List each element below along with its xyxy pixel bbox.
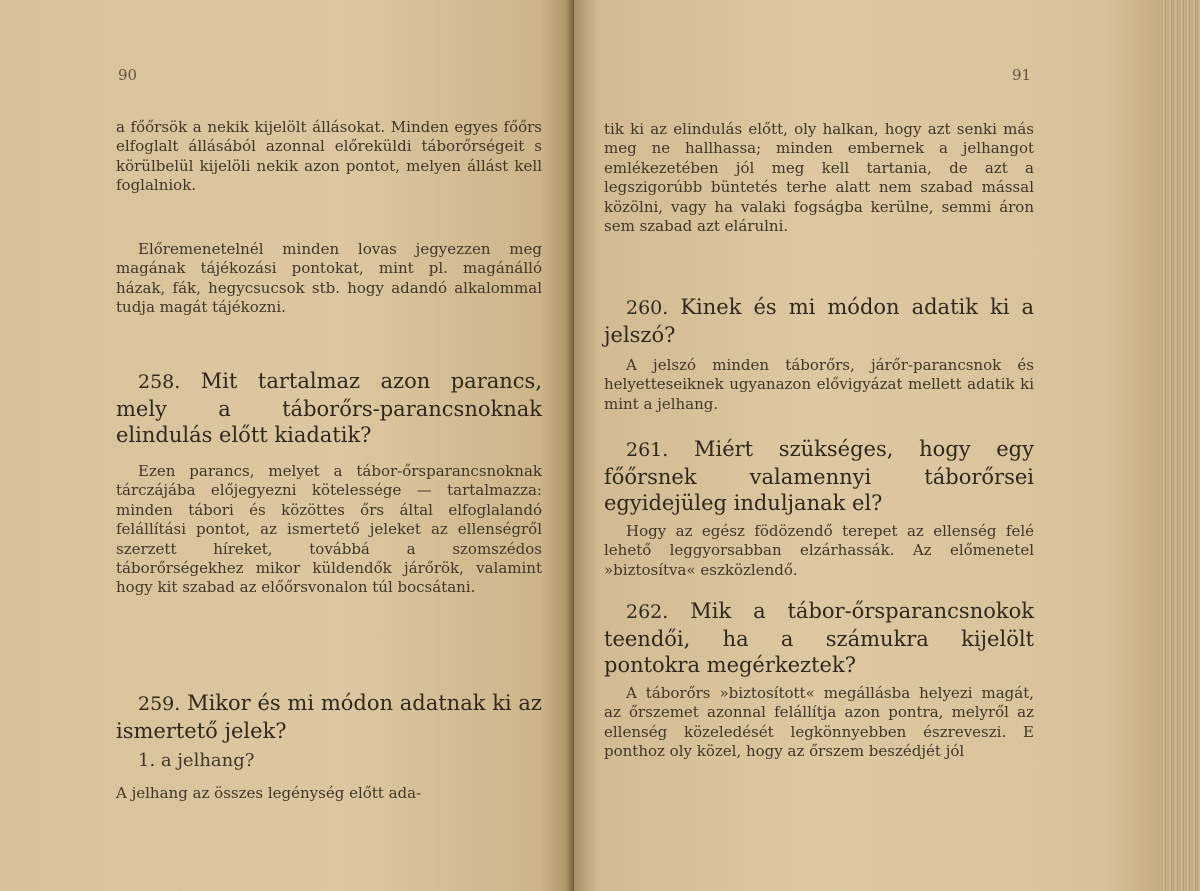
- question-259-text: Mikor és mi módon adatnak ki az ismertető jelek?: [116, 691, 542, 743]
- question-259: [116, 690, 542, 744]
- question-261-text: Miért szükséges, hogy egy főőrsnek valamennyi táborőrsei egyidejüleg induljanak el?: [604, 437, 1034, 515]
- page-number-left: 90: [118, 66, 138, 84]
- question-260: [604, 294, 1034, 348]
- question-261-number: 261.: [626, 439, 669, 461]
- question-258: [116, 368, 542, 449]
- left-page: [0, 0, 574, 891]
- question-260-number: 260.: [626, 297, 669, 319]
- question-262-number: 262.: [626, 601, 669, 623]
- left-paragraph-2: Előremenetelnél minden lovas jegyezzen meg magának tájékozási pontokat, mint pl. magánálló házak, fák, hegycsucsok stb. hogy adandó alkalommal tudja magát tájékozni.: [116, 240, 542, 317]
- question-259-number: 259.: [138, 693, 181, 715]
- question-258-text: Mit tartalmaz azon parancs, mely a táborőrs-parancsnoknak elindulás előtt kiadatik?: [116, 369, 542, 447]
- sub-question-jelhang: 1. a jelhang?: [138, 750, 255, 771]
- answer-261: Hogy az egész födözendő terepet az ellenség felé lehető leggyorsabban elzárhassák. Az előmenetel »biztosítva« eszközlendő.: [604, 522, 1034, 579]
- right-paragraph-1: tik ki az elindulás előtt, oly halkan, hogy azt senki más meg ne hallhassa; minden embernek a jelhangot emlékezetében jól meg kell tartania, de azt a legszigorúbb büntetés terhe alatt nem szabad mással közölni, vagy ha valaki fogságba kerülne, semmi áron sem szabad azt elárulni.: [604, 120, 1034, 236]
- page-edges: [1160, 0, 1200, 891]
- answer-260: A jelszó minden táborőrs, járőr-parancsnok és helyetteseiknek ugyanazon elővigyázat mellett adatik ki mint a jelhang.: [604, 356, 1034, 413]
- right-page: [574, 0, 1174, 891]
- answer-259-start: A jelhang az összes legénység előtt ada-: [116, 784, 422, 802]
- question-262-text: Mik a tábor-őrsparancsnokok teendői, ha a számukra kijelölt pontokra megérkeztek?: [604, 599, 1034, 677]
- question-262: [604, 598, 1034, 679]
- answer-258: Ezen parancs, melyet a tábor-őrsparancsnoknak tárczájába előjegyezni kötelessége — tartalmazza: minden tábori és közöttes őrs által elfoglalandó felállítási pontot, az ismertető jeleket az ellenségről szerzett híreket, továbbá a szomszédos táborőrségekhez mikor küldendők járőrök, valamint hogy kit szabad az előőrsvonalon túl bocsátani.: [116, 462, 542, 597]
- question-260-text: Kinek és mi módon adatik ki a jelszó?: [604, 295, 1034, 347]
- left-paragraph-1: a főőrsök a nekik kijelölt állásokat. Minden egyes főőrs elfoglalt állásából azonnal előreküldi táborőrségeit s körülbelül kijelöli nekik azon pontot, melyen állást kell foglalniok.: [116, 118, 542, 195]
- answer-262: A táborőrs »biztosított« megállásba helyezi magát, az őrszemet azonnal felállítja azon pontra, melyről az ellenség közeledését legkönnyebben észreveszi. E ponthoz oly közel, hogy az őrszem beszédjét jól: [604, 684, 1034, 761]
- question-258-number: 258.: [138, 371, 181, 393]
- page-number-right: 91: [1012, 66, 1032, 84]
- question-261: [604, 436, 1034, 517]
